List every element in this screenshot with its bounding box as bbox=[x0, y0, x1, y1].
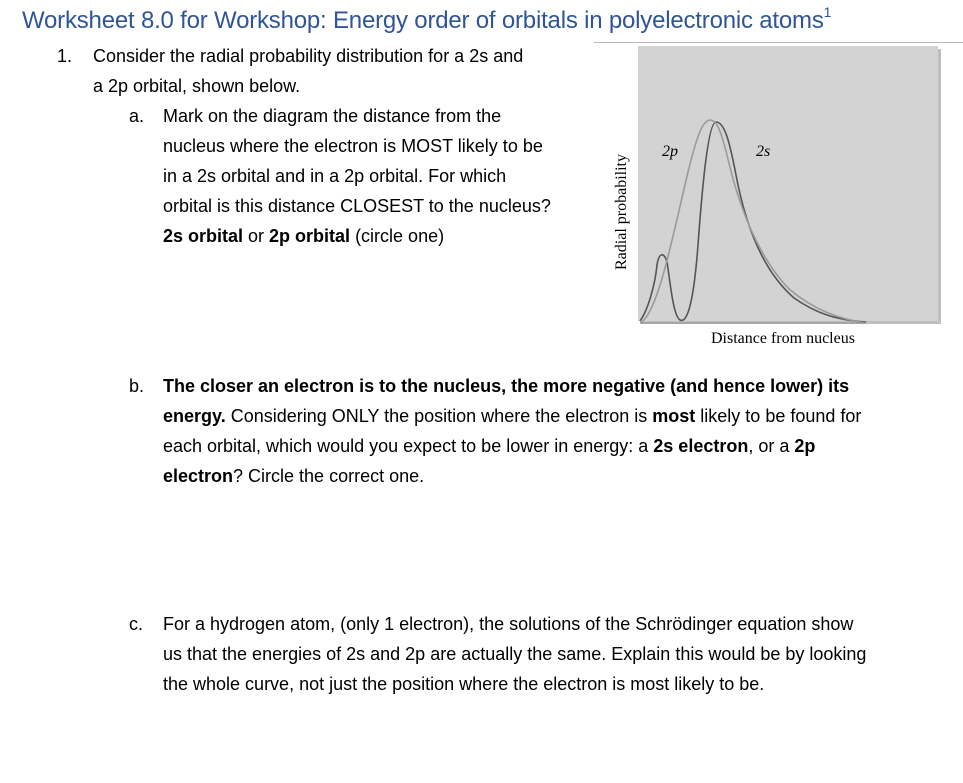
part-c-letter: c. bbox=[129, 614, 144, 634]
choice-2s-orbital[interactable]: 2s orbital bbox=[163, 226, 244, 246]
question-1-line-2: a 2p orbital, shown below. bbox=[93, 76, 301, 96]
part-a-line-2: nucleus where the electron is MOST likely to be bbox=[163, 136, 543, 156]
part-b-letter: b. bbox=[129, 376, 145, 396]
x-axis-label: Distance from nucleus bbox=[711, 330, 855, 347]
part-b-line-1: The closer an electron is to the nucleus, the more negative (and hence lower) its bbox=[163, 376, 850, 396]
part-b-line-3: each orbital, which would you expect to be lower in energy: a 2s electron, or a 2p bbox=[163, 436, 816, 456]
label-2p: 2p bbox=[662, 143, 678, 160]
question-1-line-1: Consider the radial probability distribution for a 2s and bbox=[93, 46, 524, 66]
worksheet-title: Worksheet 8.0 for Workshop: Energy order of orbitals in polyelectronic atoms$^1$ bbox=[22, 4, 832, 34]
part-a-line-3: in a 2s orbital and in a 2p orbital. For which bbox=[163, 166, 507, 186]
y-axis-label: Radial probability bbox=[613, 154, 630, 270]
part-c-line-3: the whole curve, not just the position where the electron is most likely to be. bbox=[163, 674, 765, 694]
radial-probability-figure[interactable] bbox=[604, 40, 956, 370]
part-a-line-4: orbital is this distance CLOSEST to the nucleus? bbox=[163, 196, 551, 216]
part-c-line-1: For a hydrogen atom, (only 1 electron), the solutions of the Schrödinger equation show bbox=[163, 614, 854, 634]
choice-2p-electron[interactable]: 2p bbox=[794, 436, 816, 456]
part-c-line-2: us that the energies of 2s and 2p are actually the same. Explain this would be by looking bbox=[163, 644, 867, 664]
part-b-line-4: electron? Circle the correct one. bbox=[163, 466, 425, 486]
panel-background bbox=[638, 46, 938, 321]
label-2s: 2s bbox=[756, 143, 771, 160]
choice-2p-orbital[interactable]: 2p orbital bbox=[269, 226, 351, 246]
choice-2s-electron[interactable]: 2s electron bbox=[653, 436, 749, 456]
part-b-line-2: energy. Considering ONLY the position where the electron is most likely to be found for bbox=[163, 406, 862, 426]
question-1-number: 1. bbox=[57, 46, 73, 66]
part-a-line-1: Mark on the diagram the distance from the bbox=[163, 106, 502, 126]
part-a-letter: a. bbox=[129, 106, 145, 126]
footnote-marker: 1 bbox=[823, 4, 832, 20]
part-a-choice-line: 2s orbital or 2p orbital (circle one) bbox=[163, 226, 445, 246]
